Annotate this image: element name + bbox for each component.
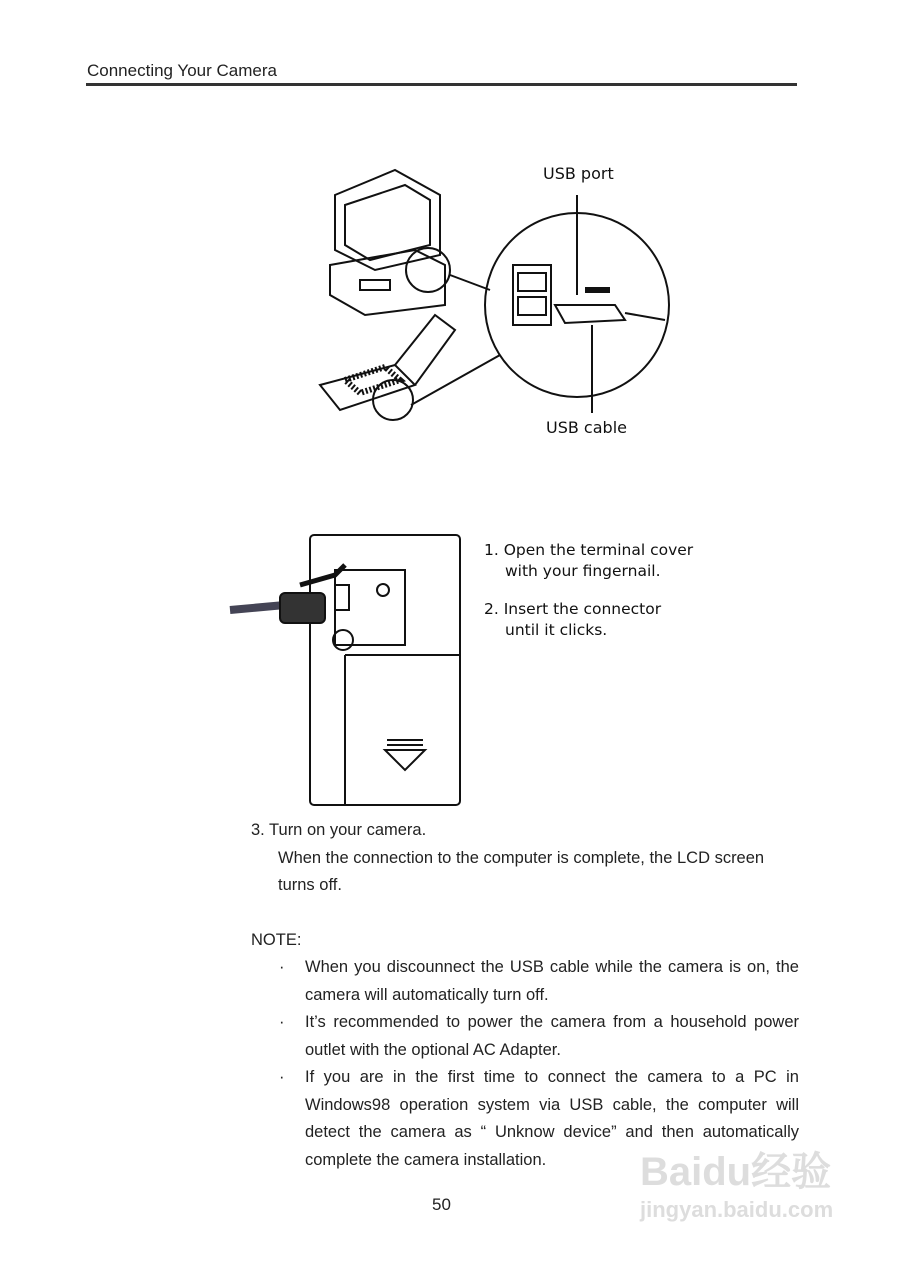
step-1-line-2: with your fingernail. xyxy=(505,562,661,580)
step-2-line-1: 2. Insert the connector xyxy=(484,600,662,618)
watermark-logo: Baidu经验 xyxy=(640,1150,832,1194)
note-item: · It’s recommended to power the camera from a household power outlet with the optional AC Adapter. xyxy=(279,1013,799,1059)
step-1-line-1: 1. Open the terminal cover xyxy=(484,541,694,559)
note-item: · If you are in the first time to connect the camera to a PC in Windows98 operation system via USB cable, the computer will detect the camera as “ Unknow device” and then automatically complete the camera installation. xyxy=(279,1068,799,1169)
usb-connection-illustration xyxy=(315,155,675,460)
step-3-line-2: turns off. xyxy=(278,876,342,894)
usb-cable-label: USB cable xyxy=(546,418,627,437)
step-3 xyxy=(251,817,764,900)
baidu-watermark xyxy=(640,1140,833,1223)
usb-port-label: USB port xyxy=(543,164,614,183)
step-3-title: 3. Turn on your camera. xyxy=(251,821,427,839)
note-heading: NOTE: xyxy=(251,931,302,949)
connector-steps xyxy=(484,540,693,658)
page-header: Connecting Your Camera xyxy=(87,61,277,80)
page-number: 50 xyxy=(432,1195,451,1214)
camera-connector-illustration xyxy=(225,525,465,815)
header-rule xyxy=(86,83,797,86)
watermark-url: jingyan.baidu.com xyxy=(640,1197,834,1222)
step-2-line-2: until it clicks. xyxy=(505,621,608,639)
note-item: · When you discounnect the USB cable while the camera is on, the camera will automatically turn off. xyxy=(279,958,799,1004)
step-3-line-1: When the connection to the computer is complete, the LCD screen xyxy=(278,848,765,867)
